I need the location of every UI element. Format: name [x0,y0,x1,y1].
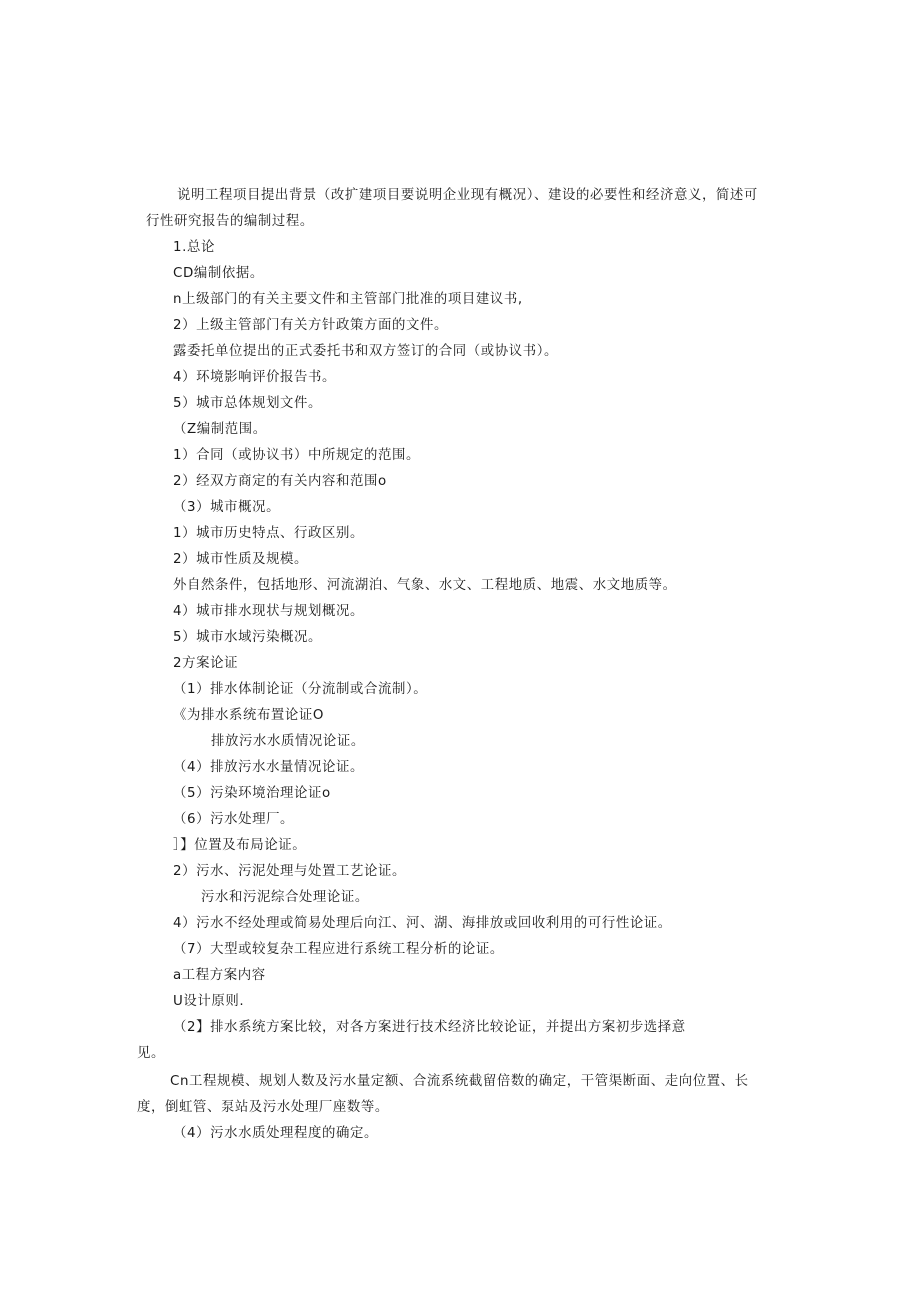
text-line: （5）污染环境治理论证o [173,786,331,801]
text-line: 见。 [137,1046,165,1061]
text-line: CD编制依据。 [173,266,264,281]
text-line: 4）污水不经处理或简易处理后向江、河、湖、海排放或回收利用的可行性论证。 [173,916,672,931]
text-line: 2）经双方商定的有关内容和范围o [173,474,387,489]
section-heading: 2方案论证 [173,656,239,671]
text-line: （6）污水处理厂。 [173,812,295,827]
text-line: 4）环境影响评价报告书。 [173,370,337,385]
text-line: U设计原则. [173,994,245,1009]
text-line: ］】位置及布局论证。 [173,838,307,853]
text-line: n上级部门的有关主要文件和主管部门批准的项目建议书, [173,292,523,307]
text-line: （1）排水体制论证（分流制或合流制）。 [173,682,428,697]
text-line: 排放污水水质情况论证。 [211,734,365,749]
section-heading: 1.总论 [173,240,215,255]
section-heading: a工程方案内容 [173,968,266,983]
text-line: （4）污水水质处理程度的确定。 [173,1126,378,1141]
text-line: Cn工程规模、规划人数及污水量定额、合流系统截留倍数的确定，干管渠断面、走向位置、长 [170,1074,749,1089]
text-line: （3）城市概况。 [173,500,281,515]
text-line: 2）城市性质及规模。 [173,552,309,567]
text-line: 说明工程项目提出背景（改扩建项目要说明企业现有概况）、建设的必要性和经济意义，简述可 [177,188,758,203]
text-line: 4）城市排水现状与规划概况。 [173,604,364,619]
text-line: 5）城市总体规划文件。 [173,396,323,411]
text-line: 污水和污泥综合处理论证。 [201,890,369,905]
text-line: 2）污水、污泥处理与处置工艺论证。 [173,864,406,879]
text-line: 外自然条件，包括地形、河流湖泊、气象、水文、工程地质、地震、水文地质等。 [173,578,677,593]
text-line: 度，倒虹管、泵站及污水处理厂座数等。 [137,1100,389,1115]
text-line: 5）城市水域污染概况。 [173,630,323,645]
text-line: 露委托单位提出的正式委托书和双方签订的合同（或协议书）。 [173,344,559,359]
text-line: （2】排水系统方案比较，对各方案进行技术经济比较论证，并提出方案初步选择意 [173,1020,686,1035]
text-line: 1）合同（或协议书）中所规定的范围。 [173,448,420,463]
text-line: 1）城市历史特点、行政区别。 [173,526,364,541]
text-line: （Z编制范围。 [173,422,267,437]
text-line: 行性研究报告的编制过程。 [146,214,314,229]
text-line: （4）排放污水水量情况论证。 [173,760,364,775]
text-line: （7）大型或较复杂工程应进行系统工程分析的论证。 [173,942,504,957]
text-line: 2）上级主管部门有关方针政策方面的文件。 [173,318,448,333]
text-line: 《为排水系统布置论证O [173,708,325,723]
